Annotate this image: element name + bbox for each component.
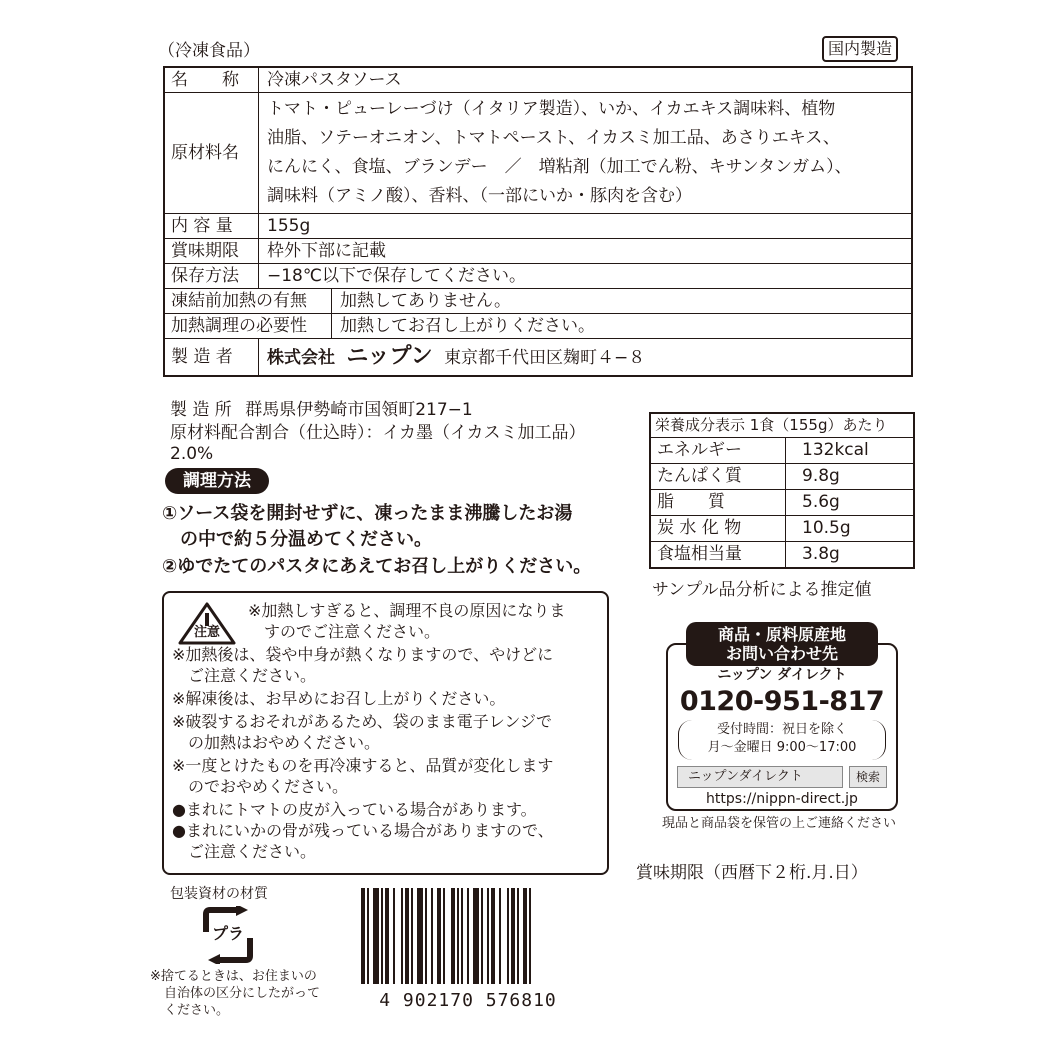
nutrition-row: [651, 463, 913, 489]
ingredients-label: 原材料名: [165, 93, 259, 213]
packaging-note-line: ください。: [164, 1003, 230, 1018]
nutrition-row: [651, 437, 913, 463]
nutrition-value: 132kcal: [802, 440, 869, 460]
search-button[interactable]: 検索: [849, 766, 887, 788]
barcode-bar: [367, 888, 369, 984]
nutrition-row: [651, 515, 913, 541]
content-value: 155g: [267, 216, 311, 236]
name-label: 名 称: [165, 68, 259, 92]
pla-mark-text: プラ: [211, 924, 244, 943]
cooking-step-1-line: の中で約５分温めてください。: [180, 529, 432, 550]
barcode-bar: [401, 888, 403, 984]
packaging-note-line: 自治体の区分にしたがって: [164, 986, 321, 1001]
contact-note: 現品と商品袋を保管の上ご連絡ください: [662, 816, 897, 831]
cooking-step-2: ②ゆでたてのパスタにあえてお召し上がりください。: [162, 556, 592, 577]
caution-line: ※破裂するおそれがあるため、袋のまま電子レンジで: [172, 712, 552, 731]
badge-text: 国内製造: [828, 39, 893, 58]
caution-line: ※加熱しすぎると、調理不良の原因になりま: [248, 601, 566, 620]
name-row: [165, 68, 911, 92]
nutrition-note: サンプル品分析による推定値: [652, 580, 872, 600]
ingredients-line: 調味料（アミノ酸）、香料、（一部にいか・豚肉を含む）: [267, 186, 692, 206]
caution-line: ご注意ください。: [188, 842, 317, 861]
caution-line: ご注意ください。: [188, 666, 317, 685]
cooking-step-1: [162, 501, 572, 553]
packaging-note-line: ※捨てるときは、お住まいの: [150, 969, 317, 984]
caution-line: ●まれにいかの骨が残っている場合がありますので、: [172, 821, 554, 840]
ingredients-line: にんにく、食塩、ブランデー ／ 増粘剤（加工でん粉、キサンタンガム）、: [267, 157, 852, 177]
ingredients-row: [165, 92, 911, 213]
nutrition-header: 栄養成分表示 1食（155g）あたり: [655, 416, 888, 434]
maker-brand-logo: ニップン: [346, 344, 433, 369]
barcode-bars: [357, 888, 589, 984]
barcode-bar: [467, 888, 469, 984]
ingredients-value: [259, 93, 911, 213]
barcode: [357, 888, 589, 988]
caution-line: すのでご注意ください。: [264, 622, 441, 641]
barcode-bar: [417, 888, 423, 984]
caution-icon: [176, 601, 238, 647]
made-in-japan-badge: [822, 36, 898, 62]
preheat-value: 加熱してありません。: [340, 291, 512, 311]
storage-row: [165, 263, 911, 288]
nutrition-label: たんぱく質: [651, 464, 786, 489]
nutrition-label: 炭 水 化 物: [651, 516, 786, 541]
factory-value: 群馬県伊勢崎市国領町217−1: [245, 400, 473, 420]
contact-title-badge: [686, 622, 878, 666]
storage-value: −18℃以下で保存してください。: [267, 266, 526, 286]
barcode-bar: [443, 888, 445, 984]
barcode-bar: [517, 888, 519, 984]
caution-line: ※一度とけたものを再冷凍すると、品質が変化します: [172, 756, 554, 775]
factory-label: 製 造 所: [170, 400, 232, 420]
caution-line: ※加熱後は、袋や中身が熱くなりますので、やけどに: [172, 645, 554, 664]
name-value: 冷凍パスタソース: [267, 70, 402, 90]
ratio-line-1: 原材料配合割合（仕込時）：イカ墨（イカスミ加工品）: [170, 423, 586, 443]
cooking-need-row: [165, 313, 911, 338]
content-row: [165, 213, 911, 238]
barcode-bar: [431, 888, 433, 984]
barcode-bar: [507, 888, 509, 984]
cooking-need-value: 加熱してお召し上がりください。: [340, 316, 595, 336]
caution-line: ※解凍後は、お早めにお召し上がりください。: [172, 689, 506, 708]
barcode-number: 4 902170 576810: [379, 990, 557, 1011]
maker-row: [165, 338, 911, 375]
barcode-bar: [425, 888, 427, 984]
barcode-bar: [487, 888, 489, 984]
best-before-row: [165, 238, 911, 263]
best-before-value: 枠外下部に記載: [267, 241, 386, 261]
barcode-bar: [385, 888, 389, 984]
barcode-bar: [361, 888, 365, 984]
pla-recycle-icon: [200, 906, 256, 964]
contact-phone[interactable]: 0120-951-817: [679, 686, 885, 717]
contact-box: [666, 643, 898, 811]
search-box[interactable]: ニップンダイレクト: [677, 766, 843, 788]
nutrition-value: 3.8g: [802, 544, 840, 564]
contact-url[interactable]: https://nippn-direct.jp: [706, 791, 858, 807]
preheat-label: 凍結前加熱の有無: [165, 289, 332, 313]
best-before-format: 賞味期限（西暦下２桁.月.日）: [636, 863, 868, 883]
ingredients-line: 油脂、ソテーオニオン、トマトペースト、イカスミ加工品、あさりエキス、: [267, 128, 840, 148]
product-info-table: [163, 66, 913, 377]
storage-label: 保存方法: [165, 264, 259, 288]
barcode-bar: [405, 888, 409, 984]
barcode-bar: [523, 888, 527, 984]
caution-line: ●まれにトマトの皮が入っている場合があります。: [172, 800, 537, 819]
maker-address: 東京都千代田区麹町４−８: [444, 348, 646, 368]
barcode-bar: [373, 888, 379, 984]
barcode-bar: [461, 888, 463, 984]
contact-hours-line: 月〜金曜日 9:00〜17:00: [707, 740, 857, 755]
ratio-line-2: 2.0%: [170, 444, 214, 464]
ingredients-line: トマト・ピューレーづけ（イタリア製造）、いか、イカエキス調味料、植物: [267, 99, 836, 119]
nutrition-value: 5.6g: [802, 492, 840, 512]
cooking-step-1-line: ①ソース袋を開封せずに、凍ったまま沸騰したお湯: [162, 503, 573, 524]
maker-value: [259, 339, 911, 375]
packaging-note: [150, 968, 320, 1019]
nutrition-label: エネルギー: [651, 438, 786, 463]
caution-box: [162, 591, 609, 875]
contact-company: ニップン ダイレクト: [717, 667, 847, 683]
cooking-method-badge: 調理方法: [165, 468, 269, 494]
contact-title-line: お問い合わせ先: [725, 644, 838, 663]
maker-label: 製 造 者: [165, 339, 259, 375]
caution-icon-text: 注意: [193, 625, 220, 640]
nutrition-label: 食塩相当量: [651, 542, 786, 567]
barcode-bar: [451, 888, 455, 984]
barcode-bar: [457, 888, 459, 984]
barcode-bar: [393, 888, 395, 984]
barcode-bar: [481, 888, 483, 984]
preheat-row: [165, 288, 911, 313]
barcode-bar: [411, 888, 413, 984]
nutrition-value: 9.8g: [802, 466, 840, 486]
contact-title-line: 商品・原料原産地: [717, 625, 846, 644]
contact-hours-line: 受付時間：祝日を除く: [716, 722, 847, 737]
barcode-bar: [499, 888, 501, 984]
barcode-bar: [381, 888, 383, 984]
best-before-label: 賞味期限: [165, 239, 259, 263]
barcode-bar: [473, 888, 479, 984]
barcode-bar: [511, 888, 515, 984]
content-label: 内 容 量: [165, 214, 259, 238]
contact-hours: [668, 721, 896, 757]
nutrition-value: 10.5g: [802, 518, 851, 538]
maker-company: 株式会社: [267, 348, 335, 368]
frozen-food-label: （冷凍食品）: [158, 41, 260, 61]
caution-line: の加熱はおやめください。: [188, 733, 381, 752]
cooking-need-label: 加熱調理の必要性: [165, 314, 332, 338]
packaging-title: 包装資材の材質: [170, 886, 268, 902]
nutrition-row: [651, 489, 913, 515]
caution-line: のでおやめください。: [188, 777, 349, 796]
barcode-bar: [491, 888, 495, 984]
nutrition-table: [649, 412, 915, 569]
nutrition-row: [651, 541, 913, 567]
barcode-bar: [529, 888, 531, 984]
nutrition-label: 脂 質: [651, 490, 786, 515]
barcode-bar: [437, 888, 441, 984]
